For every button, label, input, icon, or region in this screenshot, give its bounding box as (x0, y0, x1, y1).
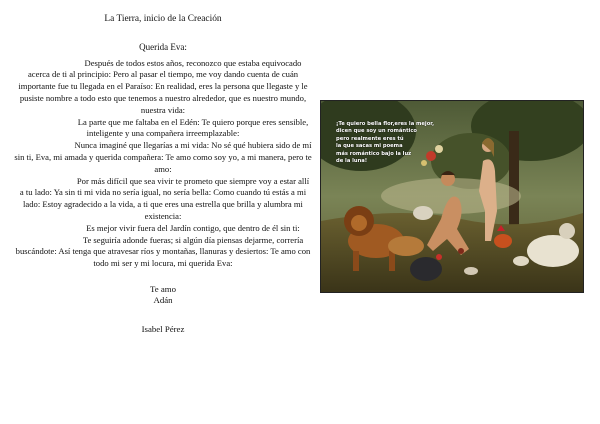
paragraph-first-line: Después de todos estos años, reconozco que estaba (84, 57, 260, 68)
letter (14, 14, 312, 336)
letter-closing (14, 284, 312, 307)
poem-line: ¡Te quiero bella flor,eres la mejor, (336, 121, 435, 127)
paragraph-first-line: Te seguiría adonde fueras; si algún día piensas dejarme, (82, 234, 275, 245)
letter-title: La Tierra, inicio de la Creación (104, 14, 222, 24)
letter-paragraph (14, 176, 312, 223)
lioness-body (388, 236, 424, 256)
eden-painting (320, 100, 584, 293)
goat (513, 256, 529, 266)
paragraph-first-line: La parte que me faltaba en el Edén: Te quiero porque (77, 116, 261, 127)
poem-line: más romántico bajo la luz (336, 150, 412, 157)
paragraph-rest: eres sensible, inteligente y una compañera irreemplazable: (86, 116, 309, 139)
lion-leg (353, 251, 359, 271)
letter-paragraph (14, 117, 312, 141)
paragraph-rest: sido de mí sin ti, Eva, mi amada y querida compañera: Te amo como soy yo, a mi manera, pero te amo: (14, 140, 312, 174)
letter-paragraph (14, 223, 312, 235)
fruit (458, 248, 464, 254)
letter-greeting: Querida Eva: (139, 41, 187, 52)
paragraph-rest: estar allí a tu lado: Ya sin ti mi vida no sería igual, no sería bella: Como cuando tú estás a mi lado: Estoy agradecido a la vida, a ti que eres una estrella que brilla y alumbra mi existencia: (19, 175, 310, 221)
letter-paragraph (14, 58, 312, 117)
poem-caption (336, 121, 458, 165)
paragraph-rest: equivocado acerca de ti al principio: Pero al pasar el tiempo, me voy dando cuenta de cuán importante fue tu llegada en el Paraíso: En realidad, eres la persona que llegaste y le pusiste nombre a todo esto que tenemos a nuestro alrededor, que es nuestro mundo, nuestra vida: (18, 57, 308, 115)
letter-paragraph (14, 235, 312, 270)
turkey-body (410, 257, 442, 281)
sheep-head (559, 223, 575, 239)
turkey-head (436, 254, 442, 260)
poem-line: dicen que soy un romántico (336, 128, 417, 135)
sheep-body (527, 235, 579, 267)
paragraph-rest: correría buscándote: Así tenga que atravesar ríos y montañas, llanuras y desiertos: Te amo con todo mi ser y mi locura, mi querida Eva: (15, 234, 311, 269)
paragraph-first-line: Es mejor vivir fuera del Jardín contigo, que dentro de él (86, 222, 279, 233)
paragraph-first-line: Nunca imaginé que llegarías a mi vida: No sé qué hubiera (74, 140, 274, 151)
poem-line: la que sacas mi poema (336, 143, 403, 150)
poem-line: pero realmente eres tú (336, 135, 404, 142)
paragraph-first-line: Por más difícil que sea vivir te prometo que siempre voy a (76, 175, 278, 186)
closing-phrase: Te amo (149, 283, 176, 294)
letter-paragraph (14, 140, 312, 175)
lion-face (351, 215, 367, 231)
closing-name: Adán (153, 295, 173, 306)
paragraph-rest: sin ti: (280, 222, 300, 233)
poem-line: de la luna! (336, 158, 368, 165)
author-signature: Isabel Pérez (141, 323, 185, 334)
dog (413, 206, 433, 220)
rabbit (464, 267, 478, 275)
rooster (494, 234, 512, 248)
lion-leg (389, 251, 395, 271)
tree-trunk (509, 131, 519, 231)
